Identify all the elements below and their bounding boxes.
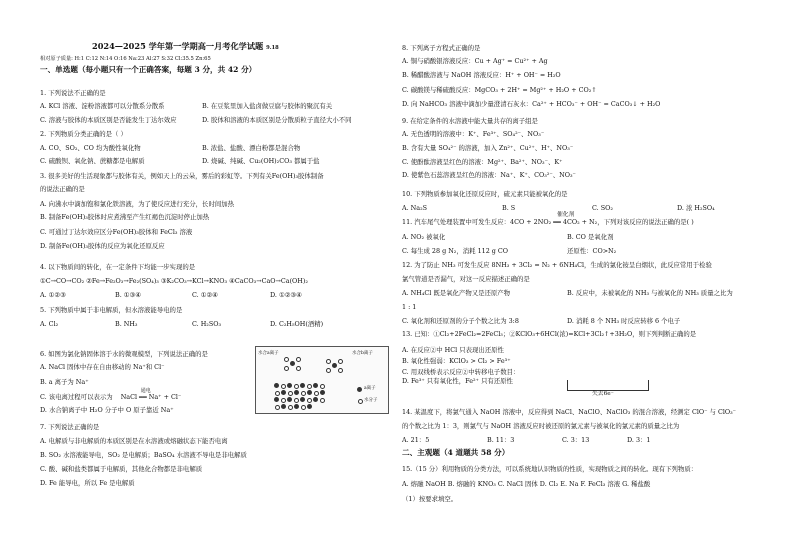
q8-option-d: D. 向 NaHCO₃ 溶液中滴加少量澄清石灰水：Ca²⁺ + HCO₃⁻ + OH⁻ = CaCO₃↓ + H₂O	[402, 100, 661, 108]
lattice-ion	[313, 383, 318, 388]
lattice-ion	[275, 405, 280, 410]
q14-option-a: A. 21：5	[402, 436, 430, 444]
water-molecule	[326, 359, 331, 364]
lattice-ion	[307, 404, 312, 409]
lattice-ion	[274, 383, 279, 388]
water-molecule	[338, 359, 343, 364]
q13-option-c: C. 用双线桥表示反应②中转移电子数目：	[402, 368, 520, 376]
lattice-ion	[320, 384, 325, 389]
q8-stem: 8. 下列离子方程式正确的是	[402, 44, 481, 52]
q13-option-b: B. 氧化性强弱：KClO₃ > Cl₂ > Fe³⁺	[402, 357, 511, 365]
lattice-ion	[288, 405, 293, 410]
lattice-ion	[307, 384, 312, 389]
water-molecule	[326, 368, 331, 373]
q14-option-c: C. 3：13	[562, 436, 590, 444]
q8-option-b: B. 稀醋酸溶液与 NaOH 溶液反应：H⁺ + OH⁻ = H₂O	[402, 71, 561, 79]
legend-water-dot	[358, 399, 363, 404]
lattice-ion	[288, 391, 293, 396]
lattice-ion	[307, 390, 312, 395]
hydrated-b-ion	[332, 363, 337, 368]
q10-stem: 10. 下列物质参加氧化还原反应时，硫元素只能被氧化的是	[402, 190, 568, 198]
q11-option-d: 还原性：CO>N₂	[567, 247, 617, 255]
lattice-ion	[300, 383, 305, 388]
lattice-ion	[301, 405, 306, 410]
q15-stem-line3: （1）按要求填空。	[402, 495, 458, 503]
q11-catalyst: 催化剂	[557, 212, 575, 218]
figure-caption-hydrated-a: 水合a离子	[258, 351, 279, 356]
lattice-ion	[320, 390, 325, 395]
lattice-ion	[307, 398, 312, 403]
q6-equation-condition: 通电	[140, 388, 151, 394]
exam-title	[92, 42, 279, 52]
q11-option-a: A. NO₂ 被氧化	[402, 233, 446, 241]
lattice-ion	[281, 390, 286, 395]
figure-legend-water: 水分子	[364, 398, 378, 403]
water-molecule	[338, 368, 343, 373]
q5-option-b: B. NH₃	[115, 320, 138, 328]
lattice-ion	[287, 397, 292, 402]
q3-option-d: D. 制备Fe(OH)₃胶体的反应为氧化还原反应	[40, 242, 165, 250]
exam-date: 9.18	[266, 45, 279, 51]
q1-stem: 1. 下列说法不正确的是	[40, 89, 106, 97]
q1-option-d: D. 胶体和溶液的本质区别是分散质粒子直径大小不同	[202, 116, 352, 124]
q4-option-c: C. ①②④	[192, 291, 218, 299]
water-molecule	[296, 357, 301, 362]
q14-stem-line2: 的个数之比为 1：3，则氯气与 NaOH 溶液反应时被还原的氯元素与被氧化的氯元素的质量之比为	[402, 422, 680, 430]
q13-bridge-label: 失去6e⁻	[592, 391, 614, 397]
q10-option-b: B. S	[502, 204, 516, 212]
q5-option-d: D. C₂H₅OH(酒精)	[270, 320, 324, 328]
q6-option-a: A. NaCl 固体中存在自由移动的 Na⁺和 Cl⁻	[40, 363, 165, 371]
water-molecule	[284, 366, 289, 371]
q9-option-c: C. 使酚酞溶液呈红色的溶液：Mg²⁺、Ba²⁺、NO₃⁻、K⁺	[402, 158, 563, 166]
q5-option-a: A. Cl₂	[40, 320, 59, 328]
figure-caption-hydrated-b: 水合b离子	[352, 351, 373, 356]
q6-stem: 6. 如图为氯化钠固体溶于水的微观模型，下列说法正确的是	[40, 350, 208, 358]
q12-option-b-ratio: 1 : 1	[402, 303, 417, 311]
q7-stem: 7. 下列说法正确的是	[40, 423, 100, 431]
section2-title: 二、主观题（4 道题共 58 分）	[402, 448, 510, 457]
water-molecule	[296, 366, 301, 371]
q13-option-d: D. Fe³⁺ 只有氧化性，Fe²⁺ 只有还原性	[402, 377, 513, 385]
q12-option-d: D. 消耗 8 个 NH₃ 时反应转移 6 个电子	[567, 317, 681, 325]
q9-option-b: B. 含有大量 SO₄²⁻ 的溶液，加入 Zn²⁺、Cu²⁺、H⁺、NO₃⁻	[402, 144, 574, 152]
legend-a-ion-dot	[357, 387, 362, 392]
lattice-ion	[281, 404, 286, 409]
q12-option-c: C. 氧化剂和还原剂的分子个数之比为 3:8	[402, 317, 519, 325]
lattice-ion	[294, 390, 299, 395]
q4-option-b: B. ①③④	[115, 291, 141, 299]
water-molecule	[284, 357, 289, 362]
lattice-ion	[313, 397, 318, 402]
q7-option-a: A. 电解质与非电解质的本质区别是在水溶液或熔融状态下能否电离	[40, 437, 228, 445]
hydrated-a-ion	[290, 361, 295, 366]
q6-equation-text: NaCl ══ Na⁺ + Cl⁻	[120, 393, 182, 401]
q2-option-a: A. CO、SO₂、CO 均为酸性氧化物	[40, 144, 141, 152]
q13-option-a: A. 在反应②中 HCl 只表现出还原性	[402, 346, 504, 354]
q11-option-b: B. CO 是氧化剂	[567, 233, 614, 241]
q2-option-b: B. 浓盐、盐酸、漂白粉都是混合物	[202, 144, 301, 152]
q2-stem: 2. 下列物质分类正确的是（ ）	[40, 130, 127, 138]
q14-option-b: B. 11：3	[487, 436, 515, 444]
lattice-ion	[281, 398, 286, 403]
q12-stem-line1: 12. 为了防止 NH₃ 可发生反应 8NH₃ + 3Cl₂ = N₂ + 6NH₄Cl，生成的氯化铵呈白烟状，此反应常用于检验	[402, 261, 712, 269]
q10-option-c: C. SO₂	[592, 204, 613, 212]
q6-option-c-text: C. 该电离过程可以表示为	[40, 393, 113, 401]
q4-option-d: D. ①②③④	[270, 291, 302, 299]
q9-option-a: A. 无色透明的溶液中：K⁺、Fe³⁺、SO₄²⁻、NO₃⁻	[402, 130, 545, 138]
q11-stem: 11. 汽车尾气处理装置中可发生反应：4CO + 2NO₂ ══ 4CO₂ + N₂，下列对该反应的说法正确的是( )	[402, 218, 694, 226]
q14-stem-line1: 14. 某温度下，将氯气通入 NaOH 溶液中，反应得到 NaCl、NaClO、NaClO₃ 的混合溶液，经测定 ClO⁻ 与 ClO₃⁻	[402, 408, 737, 416]
nacl-dissolution-figure	[255, 346, 389, 414]
q2-option-d: D. 烧碱、纯碱、Cu₂(OH)₂CO₃ 都属于盐	[202, 157, 320, 165]
q6-option-d: D. 水合钠离子中 H₂O 分子中 O 原子靠近 Na⁺	[40, 406, 174, 414]
q3-option-b: B. 制备Fe(OH)₃胶体时应煮沸至产生红褐色沉淀时停止加热	[40, 213, 210, 221]
q13-stem: 13. 已知：①Cl₂+2FeCl₂=2FeCl₃；②KClO₃+6HCl(浓)=KCl+3Cl₂↑+3H₂O，则下列判断正确的是	[402, 330, 697, 338]
q5-option-c: C. H₂SO₃	[192, 320, 222, 328]
q7-option-b: B. SO₂ 水溶液能导电，SO₂ 是电解质；BaSO₄ 水溶液不导电是非电解质	[40, 451, 247, 459]
q5-stem: 5. 下列物质中属于非电解质，但水溶液能导电的是	[40, 306, 183, 314]
lattice-ion	[287, 383, 292, 388]
lattice-ion	[281, 384, 286, 389]
q6-option-b: B. a 离子为 Na⁺	[40, 378, 89, 386]
q12-option-b: B. 反应中，未被氧化的 NH₃ 与被氧化的 NH₃ 质量之比为	[567, 289, 733, 297]
q10-option-a: A. Na₂S	[402, 204, 428, 212]
q10-option-d: D. 浓 H₂SO₄	[677, 204, 715, 212]
q12-stem-line2: 氯气管道是否漏气，对这一反应描述正确的是	[402, 275, 530, 283]
q4-option-a: A. ①②③	[40, 291, 66, 299]
lattice-ion	[274, 397, 279, 402]
q7-option-c: C. 酸、碱和盐类都属于电解质，其他化合物都是非电解质	[40, 465, 203, 473]
lattice-ion	[275, 391, 280, 396]
lattice-ion	[320, 398, 325, 403]
q1-option-b: B. 在豆浆里加入盐卤做豆腐与胶体的聚沉有关	[202, 102, 333, 110]
q15-stem-line1: 15.（15 分）利用物质的分类方法，可以系统地认识物质的性质，实现物质之间的转化。现有下列物质：	[402, 465, 698, 473]
q8-option-a: A. 铜与硝酸银溶液反应：Cu + Ag⁺ = Cu²⁺ + Ag	[402, 57, 548, 65]
q4-items: ①C→CO→CO₂ ②Fe→Fe₂O₃→Fe₂(SO₄)₃ ③K₂CO₃→KCl→KNO₃ ④CaCO₃→CaO→Ca(OH)₂	[40, 277, 308, 285]
section1-title: 一、单选题（每小题只有一个正确答案，每题 3 分，共 42 分）	[40, 65, 257, 74]
lattice-ion	[294, 404, 299, 409]
q9-stem: 9. 在给定条件的水溶液中能大量共存的离子组是	[402, 117, 538, 125]
exam-title-text: 2024—2025 学年第一学期高一月考化学试题	[92, 41, 264, 51]
q3-stem-line1: 3. 很多美好的生活现象都与胶体有关，例如天上的云朵，雾后的彩虹等。下列有关Fe(OH)₃胶体制备	[40, 172, 324, 180]
q3-option-a: A. 向沸水中滴加饱和氯化铁溶液，为了使反应进行充分，长时间加热	[40, 200, 235, 208]
atomic-masses: 相对原子质量: H:1 C:12 N:14 O:16 Na:23 Al:27 S:32 Cl:35.5 Zn:65	[40, 56, 211, 62]
q2-option-c: C. 硫酸钡、氧化钠、蔗糖都是电解质	[40, 157, 145, 165]
q6-equation	[120, 388, 182, 401]
q7-option-d: D. Fe 能导电，所以 Fe 是电解质	[40, 479, 135, 487]
q12-option-a: A. NH₄Cl 既是氧化产物又是还原产物	[402, 289, 511, 297]
q8-option-c: C. 碳酸镁与稀硫酸反应：MgCO₃ + 2H⁺ = Mg²⁺ + H₂O + CO₂↑	[402, 86, 597, 94]
lattice-ion	[314, 391, 319, 396]
q6-option-c	[40, 388, 182, 401]
q3-option-c: C. 可通过丁达尔效应区分Fe(OH)₃胶体和 FeCl₃ 溶液	[40, 228, 193, 236]
q3-stem-line2: 的说法正确的是	[40, 185, 85, 193]
q11-option-c: C. 每生成 28 g N₂，消耗 112 g CO	[402, 247, 509, 255]
q1-option-c: C. 溶液与胶体的本质区别是否能发生丁达尔效应	[40, 116, 177, 124]
lattice-ion	[294, 384, 299, 389]
q14-option-d: D. 3：1	[627, 436, 651, 444]
lattice-ion	[294, 398, 299, 403]
q1-option-a: A. KCl 溶液、淀粉溶液都可以分散系分散系	[40, 102, 165, 110]
lattice-ion	[301, 391, 306, 396]
lattice-ion	[300, 397, 305, 402]
q15-stem-line2: A. 熔融 NaOH B. 熔融的 KNO₃ C. NaCl 固体 D. Cl₂ E. Na F. FeCl₃ 溶液 G. 稀盐酸	[402, 480, 651, 488]
q9-option-d: D. 使紫色石蕊溶液呈红色的溶液：Na⁺、K⁺、CO₃²⁻、NO₃⁻	[402, 171, 576, 179]
q4-stem: 4. 以下物质间的转化，在一定条件下均能一步实现的是	[40, 263, 196, 271]
figure-legend-a-ion: a离子	[364, 386, 376, 391]
